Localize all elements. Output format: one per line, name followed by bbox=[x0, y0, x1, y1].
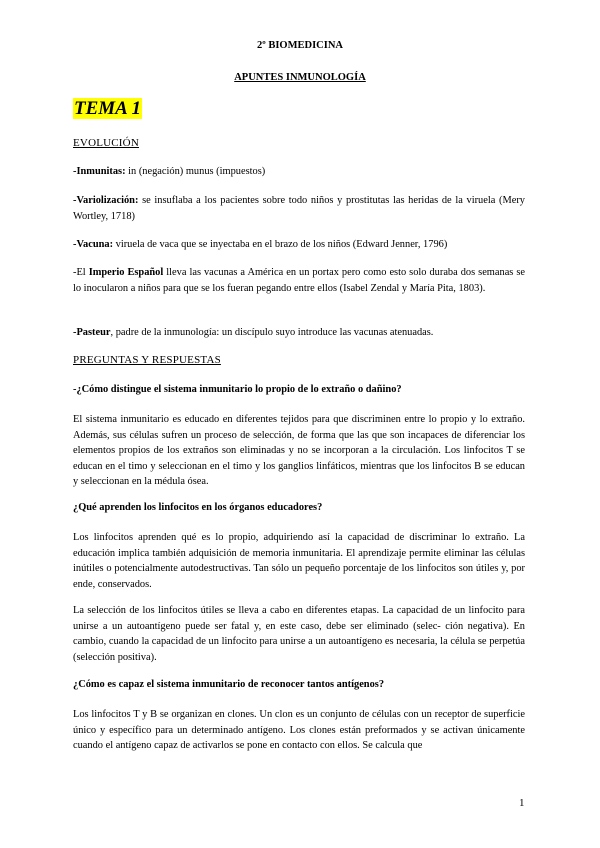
pasteur-text: , padre de la inmunología: un discípulo suyo introduce las vacunas atenuadas. bbox=[110, 327, 434, 338]
document-title: APUNTES INMUNOLOGÍA bbox=[234, 72, 366, 83]
question-3: ¿Cómo es capaz el sistema inmunitario de reconocer tantos antígenos? bbox=[73, 679, 385, 690]
answer-1: El sistema inmunitario es educado en diferentes tejidos para que discriminen entre lo propio y lo extraño. Además, sus células sufren un proceso de selección, de forma que las que son incapaces de diferenciar los elementos propios de los extraños son eliminadas y no se incorporan a la circulación. Los linfocitos T se educan en el timo y seleccionan en el timo y los ganglios linfáticos, mientras que los linfocitos B se educan y seleccionan en la médula ósea. bbox=[73, 414, 525, 488]
imperio-text: lleva las vacunas a América en un portax pero como esto solo duraba dos semanas se lo inocularon a niños para que se los fueran pegando entre ellos (Isabel Zendal y María Pita, 1803). bbox=[73, 267, 525, 294]
pasteur-term: -Pasteur bbox=[73, 327, 111, 338]
vacuna-paragraph bbox=[73, 237, 525, 253]
vacuna-term: -Vacuna: bbox=[73, 239, 114, 250]
evolucion-heading: EVOLUCIÓN bbox=[73, 137, 139, 149]
imperio-prefix: -El bbox=[73, 267, 89, 278]
variolizacion-term: -Variolización: bbox=[73, 195, 139, 206]
inmunitas-text: in (negación) munus (impuestos) bbox=[125, 166, 266, 177]
page-number: 1 bbox=[519, 797, 525, 809]
course-title: 2º BIOMEDICINA bbox=[256, 40, 343, 51]
imperio-term: Imperio Español bbox=[88, 267, 164, 278]
question-1: -¿Cómo distingue el sistema inmunitario lo propio de lo extraño o dañino? bbox=[73, 384, 402, 395]
answer-2a: Los linfocitos aprenden qué es lo propio, adquiriendo así la capacidad de discriminar lo extraño. La educación implica también adquisición de memoria inmunitaria. El aprendizaje permite eliminar las células inútiles o potencialmente autodestructivas. Tan sólo un pequeño porcentaje de los linfocitos son útiles y, por ende, conservados. bbox=[73, 532, 525, 590]
vacuna-text: viruela de vaca que se inyectaba en el brazo de los niños (Edward Jenner, 1796) bbox=[113, 239, 448, 250]
inmunitas-paragraph bbox=[73, 164, 525, 180]
variolizacion-paragraph bbox=[73, 193, 525, 224]
pasteur-paragraph bbox=[73, 325, 525, 341]
inmunitas-term: -Inmunitas: bbox=[73, 166, 126, 177]
preguntas-heading: PREGUNTAS Y RESPUESTAS bbox=[73, 354, 221, 366]
imperio-paragraph bbox=[73, 265, 525, 296]
variolizacion-text: se insuflaba a los pacientes sobre todo niños y prostitutas las heridas de la viruela (Mery Wortley, 1718) bbox=[73, 195, 525, 222]
question-2: ¿Qué aprenden los linfocitos en los órganos educadores? bbox=[73, 502, 323, 513]
answer-3: Los linfocitos T y B se organizan en clones. Un clon es un conjunto de células con un receptor de superficie único y específico para un determinado antígeno. Los clones están preformados y se activan únicamente cuando el antígeno capaz de activarlos se pone en contacto con ellos. Se calcula que bbox=[73, 709, 525, 752]
tema-heading: TEMA 1 bbox=[74, 98, 142, 119]
answer-2b: La selección de los linfocitos útiles se lleva a cabo en diferentes etapas. La capacidad de un linfocito para unirse a un autoantígeno puede ser fatal y, en este caso, debe ser eliminado (selec- ción negativa). En cambio, cuando la capacidad de un linfocito para unirse a un autoantígeno es necesaria, la célula se perpetúa (selección positiva). bbox=[73, 605, 525, 663]
